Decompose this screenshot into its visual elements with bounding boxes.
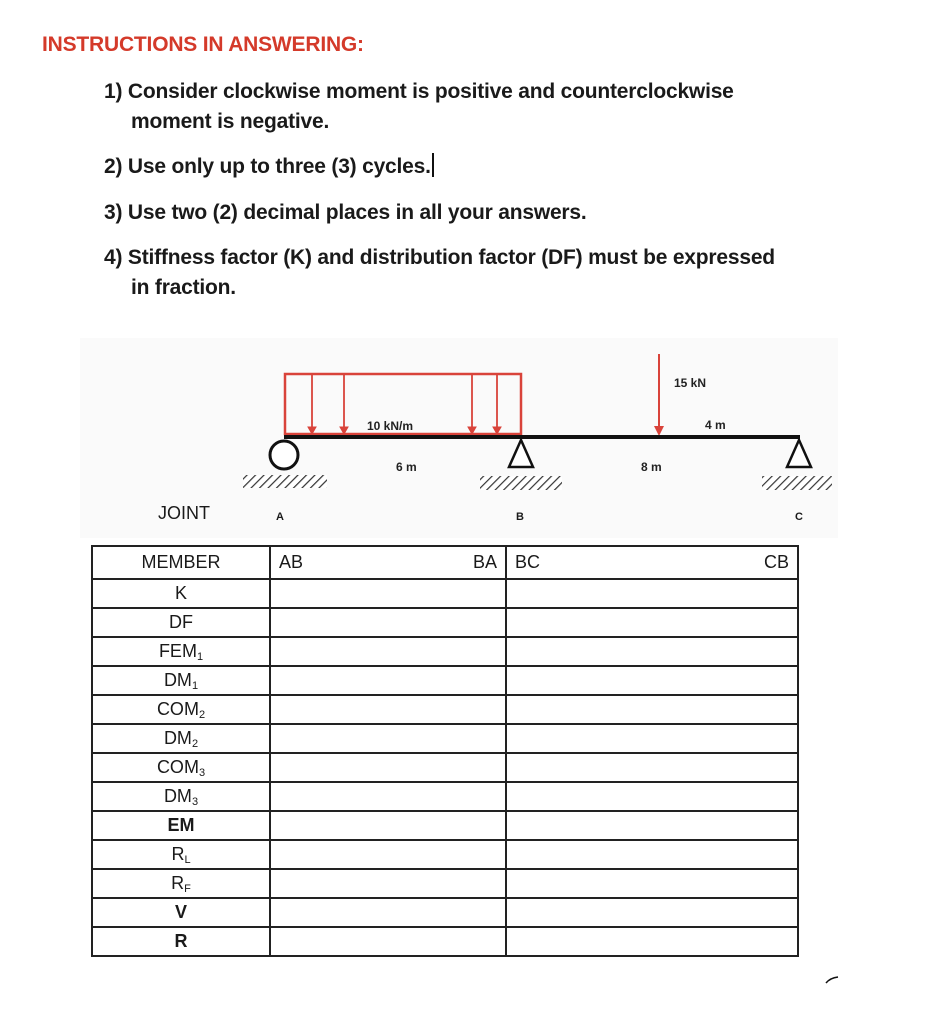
answer-cell-ab-ba[interactable] — [270, 753, 506, 782]
joint-b-label: B — [516, 511, 524, 523]
answer-cell-bc-cb[interactable] — [506, 898, 798, 927]
answer-cell-bc-cb[interactable] — [506, 753, 798, 782]
answer-cell-ab-ba[interactable] — [270, 608, 506, 637]
instruction-line: 2) Use only up to three (3) cycles. — [104, 155, 431, 178]
udl-label: 10 kN/m — [367, 419, 414, 433]
row-label-text: DM — [163, 727, 192, 748]
row-label — [92, 898, 270, 927]
moment-distribution-table — [91, 545, 799, 957]
row-label — [92, 579, 270, 608]
row-label — [92, 695, 270, 724]
table-row — [92, 753, 798, 782]
row-label-text: DM — [163, 785, 192, 806]
row-label — [92, 927, 270, 956]
answer-cell-bc-cb[interactable] — [506, 695, 798, 724]
answer-cell-bc-cb[interactable] — [506, 927, 798, 956]
answer-cell-bc-cb[interactable] — [506, 666, 798, 695]
ab-header — [270, 546, 506, 579]
answer-cell-bc-cb[interactable] — [506, 840, 798, 869]
span-load-c-label: 4 m — [705, 418, 726, 432]
table-row — [92, 927, 798, 956]
row-label-text: EM — [167, 815, 195, 835]
answer-cell-ab-ba[interactable] — [270, 695, 506, 724]
answer-cell-ab-ba[interactable] — [270, 840, 506, 869]
stray-mark — [826, 977, 838, 983]
row-label — [92, 869, 270, 898]
row-label — [92, 840, 270, 869]
table-row — [92, 840, 798, 869]
row-label — [92, 724, 270, 753]
instruction-line: 1) Consider clockwise moment is positive and counterclockwise — [104, 80, 734, 103]
answer-cell-ab-ba[interactable] — [270, 666, 506, 695]
answer-cell-ab-ba[interactable] — [270, 811, 506, 840]
row-label-text: DF — [169, 612, 193, 632]
row-label-text: K — [174, 583, 187, 603]
table-row — [92, 898, 798, 927]
row-label — [92, 608, 270, 637]
row-label-subscript: 2 — [198, 708, 206, 721]
answer-cell-ab-ba[interactable] — [270, 927, 506, 956]
joint-a-label: A — [276, 511, 284, 523]
joint-c-label: C — [795, 511, 803, 523]
row-label-subscript: 2 — [191, 737, 199, 750]
answer-cell-bc-cb[interactable] — [506, 724, 798, 753]
span-ab-label: 6 m — [396, 460, 417, 474]
row-label-text: R — [171, 872, 185, 893]
row-label-text: R — [174, 931, 188, 951]
table-row — [92, 695, 798, 724]
bc-header — [506, 546, 798, 579]
row-label-subscript: F — [184, 882, 191, 895]
answer-cell-bc-cb[interactable] — [506, 869, 798, 898]
row-label — [92, 811, 270, 840]
row-label — [92, 782, 270, 811]
joint-title: JOINT — [158, 503, 210, 523]
row-label-subscript: L — [184, 853, 191, 866]
instruction-line-cont: moment is negative. — [131, 110, 330, 133]
span-b-load-label: 8 m — [641, 460, 662, 474]
row-label-subscript: 3 — [191, 795, 199, 808]
answer-cell-ab-ba[interactable] — [270, 724, 506, 753]
instructions-heading: INSTRUCTIONS IN ANSWERING: — [42, 33, 364, 56]
answer-cell-ab-ba[interactable] — [270, 579, 506, 608]
answer-cell-ab-ba[interactable] — [270, 898, 506, 927]
member-cb: CB — [763, 552, 789, 572]
answer-cell-bc-cb[interactable] — [506, 782, 798, 811]
answer-cell-bc-cb[interactable] — [506, 637, 798, 666]
answer-cell-bc-cb[interactable] — [506, 608, 798, 637]
table-row — [92, 666, 798, 695]
row-label — [92, 666, 270, 695]
row-label-text: V — [174, 902, 187, 922]
member-ba: BA — [472, 552, 497, 572]
instruction-line: 4) Stiffness factor (K) and distribution factor (DF) must be expressed — [104, 246, 775, 269]
instruction-line: 3) Use two (2) decimal places in all your answers. — [104, 201, 587, 224]
row-label — [92, 637, 270, 666]
answer-cell-bc-cb[interactable] — [506, 579, 798, 608]
answer-cell-ab-ba[interactable] — [270, 869, 506, 898]
answer-cell-ab-ba[interactable] — [270, 637, 506, 666]
member-header: MEMBER — [92, 546, 270, 579]
row-label-text: R — [171, 843, 185, 864]
table-header-row — [92, 546, 798, 579]
point-load-label: 15 kN — [674, 376, 707, 390]
row-label-text: COM — [156, 756, 199, 777]
member-ab: AB — [279, 552, 304, 572]
row-label-text: FEM — [158, 640, 197, 661]
answer-cell-bc-cb[interactable] — [506, 811, 798, 840]
member-bc: BC — [515, 552, 541, 572]
table-row — [92, 724, 798, 753]
table-row — [92, 579, 798, 608]
table-row — [92, 869, 798, 898]
table-row — [92, 811, 798, 840]
row-label — [92, 753, 270, 782]
row-label-subscript: 1 — [196, 650, 204, 663]
answer-cell-ab-ba[interactable] — [270, 782, 506, 811]
table-row — [92, 782, 798, 811]
row-label-text: COM — [156, 698, 199, 719]
row-label-subscript: 3 — [198, 766, 206, 779]
row-label-text: DM — [163, 669, 192, 690]
table-row — [92, 608, 798, 637]
row-label-subscript: 1 — [191, 679, 199, 692]
table-row — [92, 637, 798, 666]
instruction-line-cont: in fraction. — [131, 276, 236, 299]
